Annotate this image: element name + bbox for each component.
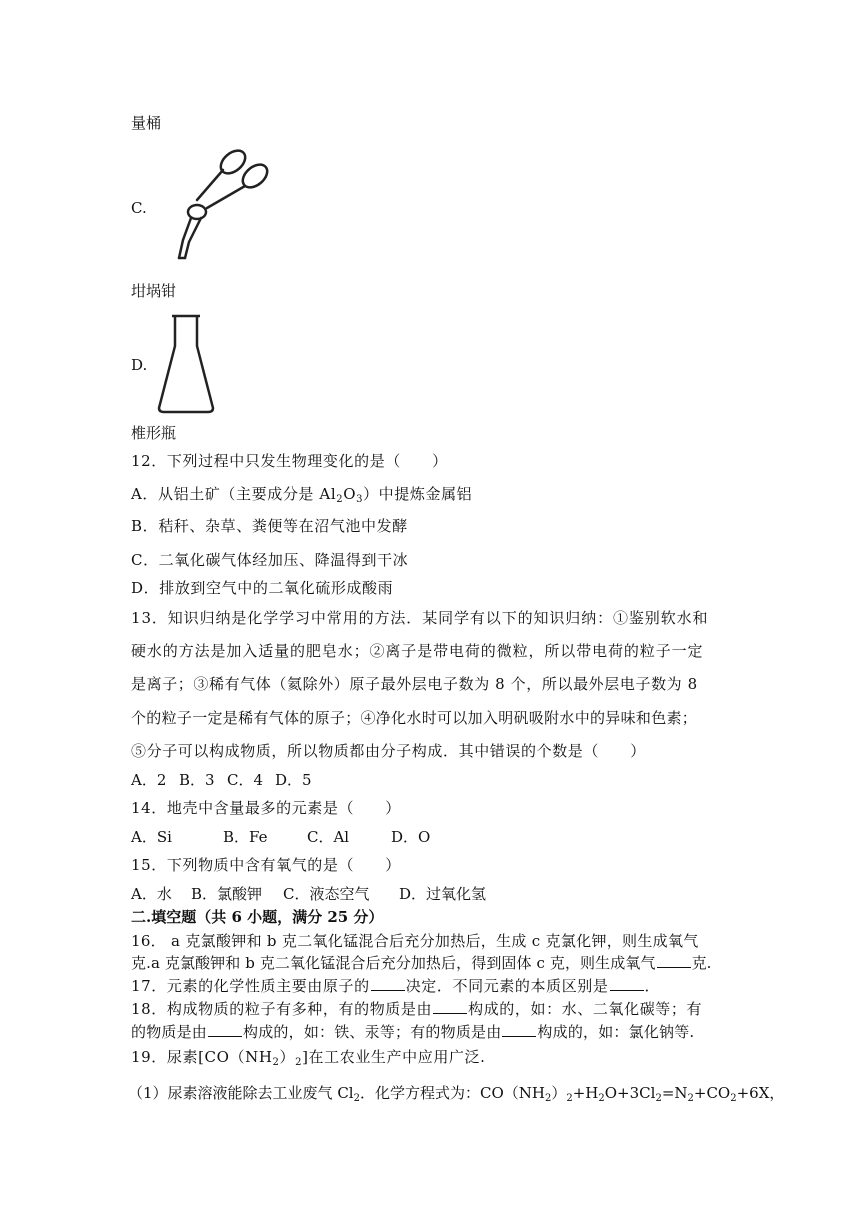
crucible-tongs-image	[175, 140, 275, 272]
q15-options	[131, 884, 486, 904]
flask-label: 椎形瓶	[131, 424, 177, 442]
q18-blank-2[interactable]	[208, 1022, 242, 1037]
q16-answer-blank[interactable]	[657, 953, 691, 968]
q18-line-1: 18．构成物质的粒子有多种，有的物质是由 构成的，如：水、二氧化碳等；有	[131, 1000, 703, 1018]
q12-option-a: A．从铝土矿（主要成分是 $Al_2O_3$）中提炼金属铝	[131, 485, 473, 505]
q13-line-4: 个的粒子一定是稀有气体的原子；④净化水时可以加入明矾吸附水中的异味和色素；	[131, 709, 698, 727]
q17-line: 17．元素的化学性质主要由原子的 决定．不同元素的本质区别是 ．	[131, 977, 661, 995]
q13-options	[131, 770, 312, 790]
q13-option-a: A．2	[131, 771, 167, 789]
q13-option-d: D．5	[275, 771, 312, 789]
q13-option-b: B．3	[179, 771, 215, 789]
q18-line-2: 的物质是由 构成的，如：铁、汞等；有的物质是由 构成的，如：氯化钠等.	[131, 1023, 695, 1041]
q17-blank-2[interactable]	[610, 976, 644, 991]
q14-option-d: D．O	[391, 828, 431, 846]
q17-blank-1[interactable]	[371, 976, 405, 991]
q15-stem: 15．下列物质中含有氧气的是（ ）	[131, 856, 401, 874]
q12-option-d: D．排放到空气中的二氧化硫形成酸雨	[131, 579, 394, 597]
q14-option-c: C．Al	[307, 828, 350, 846]
option-d-letter: D.	[131, 356, 148, 374]
q12-option-b: B．秸秆、杂草、粪便等在沼气池中发酵	[131, 517, 408, 535]
q13-line-1: 13．知识归纳是化学学习中常用的方法．某同学有以下的知识归纳：①鉴别软水和	[131, 609, 709, 627]
q18-blank-3[interactable]	[502, 1022, 536, 1037]
q12-stem: 12．下列过程中只发生物理变化的是（ ）	[131, 452, 448, 470]
q13-line-3: 是离子；③稀有气体（氦除外）原子最外层电子数为 8 个，所以最外层电子数为 8	[131, 675, 698, 693]
q16-line-2: 克.a 克氯酸钾和 b 克二氧化锰混合后充分加热后，得到固体 c 克，则生成氧气 克.	[131, 954, 712, 972]
q15-option-d: D．过氧化氢	[399, 885, 487, 903]
q13-option-c: C．4	[227, 771, 264, 789]
option-c-letter: C.	[131, 199, 147, 217]
conical-flask-image	[155, 312, 217, 416]
q14-option-a: A．Si	[131, 828, 172, 846]
q14-options	[131, 827, 430, 847]
cylinder-label: 量桶	[131, 114, 162, 132]
q14-option-b: B．Fe	[223, 828, 268, 846]
q18-blank-1[interactable]	[433, 999, 467, 1014]
q14-stem: 14．地壳中含量最多的元素是（ ）	[131, 799, 401, 817]
q15-option-b: B．氯酸钾	[191, 885, 263, 903]
tongs-label: 坩埚钳	[131, 282, 177, 300]
section-2-heading: 二.填空题（共 6 小题，满分 25 分）	[131, 908, 384, 926]
q19-part-1: （1）尿素溶液能除去工业废气 $Cl_2$．化学方程式为：$CO(NH_2)_2+H_2O+3Cl_2=N_2+CO_2+6X$，	[128, 1084, 785, 1104]
q16-line-1: 16． a 克氯酸钾和 b 克二氧化锰混合后充分加热后，生成 c 克氯化钾，则生成氧气	[131, 932, 699, 950]
q13-line-5: ⑤分子可以构成物质，所以物质都由分子构成．其中错误的个数是（ ）	[131, 742, 646, 760]
q13-line-2: 硬水的方法是加入适量的肥皂水；②离子是带电荷的微粒，所以带电荷的粒子一定	[131, 642, 704, 660]
q12-option-c: C．二氧化碳气体经加压、降温得到干冰	[131, 551, 409, 569]
q19-stem: 19．尿素$[CO(NH_2)_2]$在工农业生产中应用广泛.	[131, 1048, 486, 1068]
q15-option-c: C．液态空气	[283, 885, 370, 903]
q15-option-a: A．水	[131, 885, 172, 903]
